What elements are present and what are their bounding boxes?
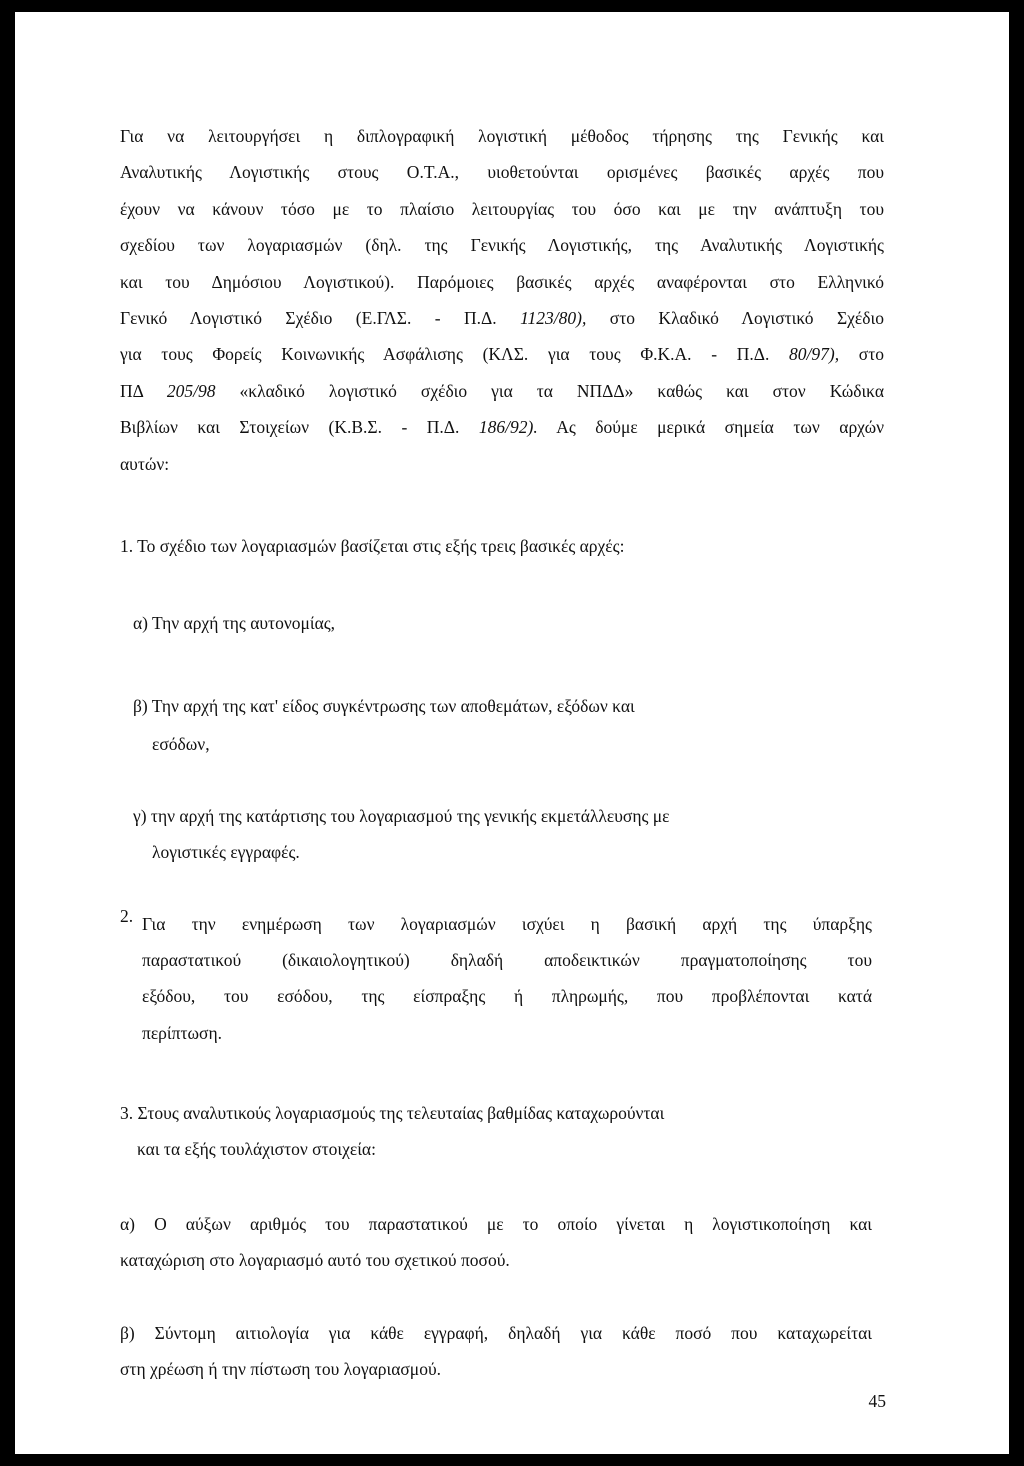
intro-paragraph	[120, 118, 884, 482]
intro-text: «κλαδικό λογιστικό σχέδιο για τα ΝΠΔΔ» καθώς και στον Κώδικα	[215, 380, 884, 401]
principle-3-item-b-line: στη χρέωση ή την πίστωση του λογαριασμού.	[120, 1359, 441, 1379]
principle-3-item-b	[120, 1315, 872, 1387]
intro-line: Αναλυτικής Λογιστικής στους Ο.Τ.Α., υιοθετούνται ορισμένες βασικές αρχές που	[120, 162, 884, 183]
principle-1-heading: 1. Το σχέδιο των λογαριασμών βασίζεται στις εξής τρεις βασικές αρχές:	[120, 536, 625, 556]
decree-reference: 1123/80),	[520, 308, 587, 329]
decree-reference: 80/97),	[789, 344, 840, 365]
principle-2-line: περίπτωση.	[142, 1022, 222, 1043]
principle-2-number: 2.	[120, 906, 134, 926]
principle-3-item-b-line: β) Σύντομη αιτιολογία για κάθε εγγραφή, δηλαδή για κάθε ποσό που καταχωρείται	[120, 1323, 872, 1343]
page-number: 45	[868, 1391, 886, 1411]
intro-line	[120, 373, 884, 409]
principle-3-item-a	[120, 1206, 872, 1278]
intro-text: Γενικό Λογιστικό Σχέδιο (Ε.ΓΛΣ. - Π.Δ.	[120, 308, 521, 329]
principle-3-line: και τα εξής τουλάχιστον στοιχεία:	[137, 1139, 376, 1159]
principle-2-line: εξόδου, του εσόδου, της είσπραξης ή πληρωμής, που προβλέπονται κατά	[142, 986, 872, 1007]
principle-3-intro	[120, 1095, 664, 1167]
principle-3-line: 3. Στους αναλυτικούς λογαριασμούς της τελευταίας βαθμίδας καταχωρούνται	[120, 1103, 665, 1123]
principle-2-paragraph	[142, 906, 872, 1051]
principle-3-item-a-line: α) Ο αύξων αριθμός του παραστατικού με το οποίο γίνεται η λογιστικοποίηση και	[120, 1214, 872, 1234]
intro-text: Βιβλίων και Στοιχείων (Κ.Β.Σ. - Π.Δ.	[120, 417, 479, 438]
document-page	[15, 12, 1009, 1454]
intro-text: για τους Φορείς Κοινωνικής Ασφάλισης (ΚΛΣ. για τους Φ.Κ.Α. - Π.Δ.	[120, 344, 790, 365]
intro-line: σχεδίου των λογαριασμών (δηλ. της Γενικής Λογιστικής, της Αναλυτικής Λογιστικής	[120, 235, 884, 256]
intro-line	[120, 300, 884, 336]
item-c-line: γ) την αρχή της κατάρτισης του λογαριασμού της γενικής εκμετάλλευσης με	[133, 806, 670, 826]
intro-line: και του Δημόσιου Λογιστικού). Παρόμοιες βασικές αρχές αναφέρονται στο Ελληνικό	[120, 271, 884, 292]
intro-line	[120, 336, 884, 372]
principle-2-line: Για την ενημέρωση των λογαριασμών ισχύει η βασική αρχή της ύπαρξης	[142, 914, 872, 934]
intro-line: αυτών:	[120, 453, 170, 474]
item-b-line: εσόδων,	[152, 734, 210, 754]
principle-2-line: παραστατικού (δικαιολογητικού) δηλαδή αποδεικτικών πραγματοποίησης του	[142, 950, 872, 971]
intro-line: Για να λειτουργήσει η διπλογραφική λογιστική μέθοδος τήρησης της Γενικής και	[120, 126, 884, 146]
principle-1-item-b	[133, 687, 635, 763]
principle-1-item-c	[133, 798, 670, 870]
principle-3-item-a-line: καταχώριση στο λογαριασμό αυτό του σχετικού ποσού.	[120, 1250, 510, 1270]
intro-text: στο Κλαδικό Λογιστικό Σχέδιο	[586, 308, 884, 329]
decree-reference: 186/92).	[478, 417, 538, 438]
intro-text: στο	[839, 344, 885, 365]
intro-line	[120, 409, 884, 445]
decree-reference: 205/98	[166, 380, 216, 401]
intro-line: έχουν να κάνουν τόσο με το πλαίσιο λειτουργίας του όσο και με την ανάπτυξη του	[120, 198, 884, 219]
item-c-line: λογιστικές εγγραφές.	[152, 842, 300, 862]
intro-text: Ας δούμε μερικά σημεία των αρχών	[537, 417, 884, 438]
intro-text: ΠΔ	[120, 380, 167, 401]
principle-1-item-a: α) Την αρχή της αυτονομίας,	[133, 613, 336, 633]
item-b-line: β) Την αρχή της κατ' είδος συγκέντρωσης των αποθεμάτων, εξόδων και	[133, 696, 635, 716]
